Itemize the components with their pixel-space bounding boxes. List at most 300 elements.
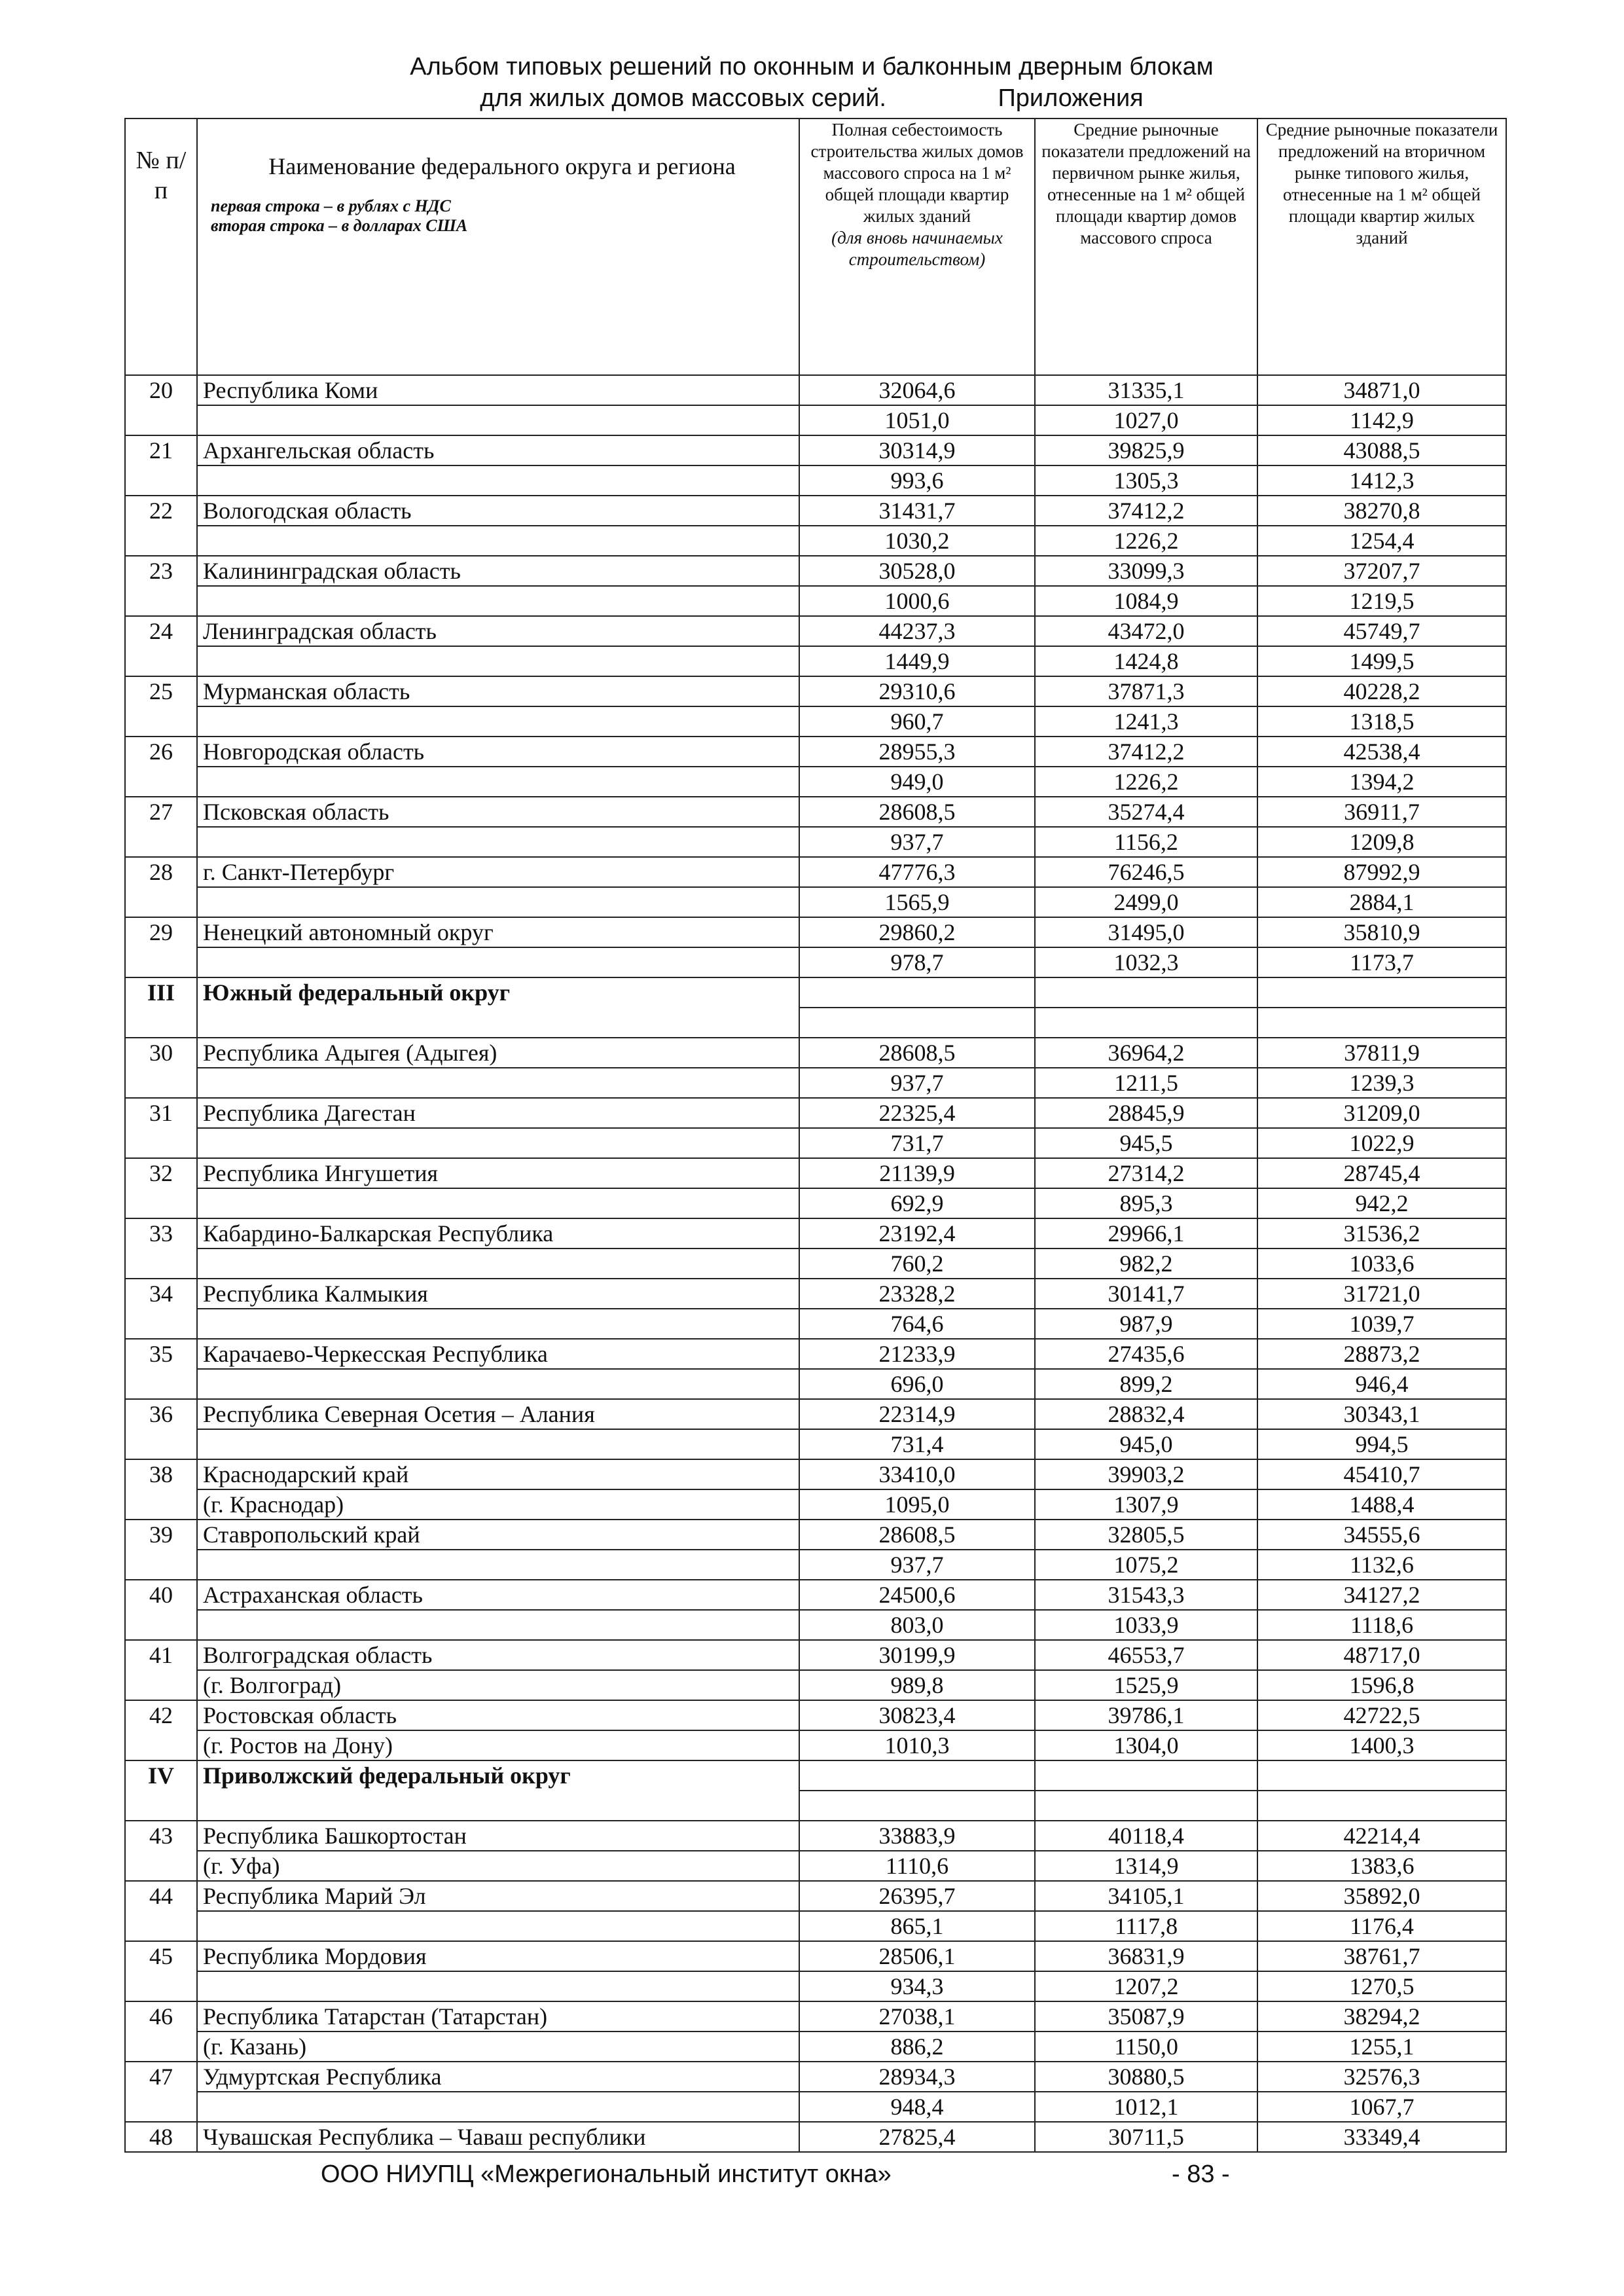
secondary-market-usd: 946,4 [1257, 1369, 1506, 1399]
table-row [125, 1158, 1506, 1188]
secondary-market-usd: 1383,6 [1257, 1851, 1506, 1881]
region-name: Республика Коми [197, 375, 799, 405]
secondary-market-usd: 1067,7 [1257, 2092, 1506, 2122]
cost-rub: 27825,4 [799, 2122, 1035, 2152]
table-row [125, 556, 1506, 586]
region-name-sub [197, 1068, 799, 1098]
primary-market-rub: 34105,1 [1035, 1881, 1257, 1911]
cost-usd: 764,6 [799, 1309, 1035, 1339]
primary-market-usd: 895,3 [1035, 1188, 1257, 1218]
cost-usd: 1565,9 [799, 887, 1035, 917]
secondary-market-usd: 1118,6 [1257, 1610, 1506, 1640]
header-col-a-cell [799, 118, 1035, 375]
region-name: Кабардино-Балкарская Республика [197, 1218, 799, 1248]
cost-usd: 1095,0 [799, 1489, 1035, 1520]
table-row [125, 1881, 1506, 1911]
price-table [124, 118, 1507, 2153]
primary-market-usd: 1156,2 [1035, 827, 1257, 857]
cost-usd: 937,7 [799, 1068, 1035, 1098]
secondary-market-rub: 42214,4 [1257, 1821, 1506, 1851]
table-row-usd [125, 526, 1506, 556]
table-row [125, 1520, 1506, 1550]
section-title: Южный федеральный округ [197, 977, 799, 1038]
secondary-market-rub: 45410,7 [1257, 1459, 1506, 1489]
secondary-market-rub: 28745,4 [1257, 1158, 1506, 1188]
secondary-market-usd: 1239,3 [1257, 1068, 1506, 1098]
region-name-sub [197, 526, 799, 556]
row-number: 40 [125, 1580, 197, 1640]
region-name: Новгородская область [197, 737, 799, 767]
primary-market-rub: 30141,7 [1035, 1279, 1257, 1309]
secondary-market-usd: 994,5 [1257, 1429, 1506, 1459]
row-number: 48 [125, 2122, 197, 2152]
primary-market-rub: 28845,9 [1035, 1098, 1257, 1128]
secondary-market-rub: 43088,5 [1257, 435, 1506, 465]
table-row-usd [125, 405, 1506, 435]
row-number: 41 [125, 1640, 197, 1700]
primary-market-rub: 31543,3 [1035, 1580, 1257, 1610]
primary-market-rub: 36964,2 [1035, 1038, 1257, 1068]
secondary-market-rub: 42538,4 [1257, 737, 1506, 767]
primary-market-rub: 43472,0 [1035, 616, 1257, 646]
region-name: Ненецкий автономный округ [197, 917, 799, 947]
cost-usd: 731,4 [799, 1429, 1035, 1459]
cost-rub: 28608,5 [799, 1038, 1035, 1068]
primary-market-usd: 1207,2 [1035, 1971, 1257, 2001]
region-name-sub [197, 465, 799, 496]
primary-market-usd: 1211,5 [1035, 1068, 1257, 1098]
table-row-usd [125, 586, 1506, 616]
region-name-sub [197, 1911, 799, 1941]
row-number: 47 [125, 2062, 197, 2122]
section-title: Приволжский федеральный округ [197, 1760, 799, 1821]
cost-rub: 23192,4 [799, 1218, 1035, 1248]
table-row [125, 2062, 1506, 2092]
primary-market-usd: 1032,3 [1035, 947, 1257, 977]
cost-rub: 22314,9 [799, 1399, 1035, 1429]
primary-market-rub: 39825,9 [1035, 435, 1257, 465]
row-number: 29 [125, 917, 197, 977]
table-row-usd [125, 1309, 1506, 1339]
secondary-market-usd: 1173,7 [1257, 947, 1506, 977]
table-row [125, 1580, 1506, 1610]
region-name: Ленинградская область [197, 616, 799, 646]
empty-cell [1035, 977, 1257, 1008]
region-name-sub: (г. Казань) [197, 2032, 799, 2062]
region-name: Ставропольский край [197, 1520, 799, 1550]
secondary-market-rub: 34871,0 [1257, 375, 1506, 405]
secondary-market-rub: 30343,1 [1257, 1399, 1506, 1429]
table-row [125, 1218, 1506, 1248]
table-row [125, 676, 1506, 706]
secondary-market-usd: 1394,2 [1257, 767, 1506, 797]
primary-market-rub: 39903,2 [1035, 1459, 1257, 1489]
table-row-usd [125, 2032, 1506, 2062]
secondary-market-rub: 37207,7 [1257, 556, 1506, 586]
empty-cell [1257, 1791, 1506, 1821]
cost-rub: 28608,5 [799, 1520, 1035, 1550]
region-name: Ростовская область [197, 1700, 799, 1730]
primary-market-usd: 1307,9 [1035, 1489, 1257, 1520]
header-num: № п/п [125, 118, 197, 375]
region-name: Республика Татарстан (Татарстан) [197, 2001, 799, 2032]
row-number: 46 [125, 2001, 197, 2062]
section-number: IV [125, 1760, 197, 1821]
table-row-usd [125, 1730, 1506, 1760]
secondary-market-usd: 942,2 [1257, 1188, 1506, 1218]
cost-rub: 29860,2 [799, 917, 1035, 947]
region-name-sub: (г. Уфа) [197, 1851, 799, 1881]
primary-market-usd: 1226,2 [1035, 526, 1257, 556]
empty-cell [799, 977, 1035, 1008]
page-number: - 83 - [1172, 2160, 1230, 2188]
table-row-usd [125, 1971, 1506, 2001]
table-row [125, 2001, 1506, 2032]
region-name-sub [197, 1429, 799, 1459]
secondary-market-usd: 1488,4 [1257, 1489, 1506, 1520]
header-col-b: Средние рыночные показатели предложений на первичном рынке жилья, отнесенные на 1 м² общей площади квартир домов массового спроса [1035, 118, 1257, 375]
cost-rub: 30528,0 [799, 556, 1035, 586]
table-row-usd [125, 1489, 1506, 1520]
primary-market-rub: 29966,1 [1035, 1218, 1257, 1248]
row-number: 30 [125, 1038, 197, 1098]
primary-market-usd: 945,5 [1035, 1128, 1257, 1158]
table-row [125, 2122, 1506, 2152]
empty-cell [799, 1791, 1035, 1821]
header-title-line1: Альбом типовых решений по оконным и балконным дверным блокам [410, 53, 1214, 81]
table-row [125, 797, 1506, 827]
secondary-market-usd: 2884,1 [1257, 887, 1506, 917]
region-name-sub [197, 887, 799, 917]
cost-rub: 23328,2 [799, 1279, 1035, 1309]
primary-market-rub: 27314,2 [1035, 1158, 1257, 1188]
secondary-market-usd: 1132,6 [1257, 1550, 1506, 1580]
region-name: Архангельская область [197, 435, 799, 465]
primary-market-usd: 945,0 [1035, 1429, 1257, 1459]
primary-market-rub: 27435,6 [1035, 1339, 1257, 1369]
region-name-sub [197, 706, 799, 737]
cost-rub: 21139,9 [799, 1158, 1035, 1188]
table-row [125, 1700, 1506, 1730]
section-number: III [125, 977, 197, 1038]
secondary-market-usd: 1270,5 [1257, 1971, 1506, 2001]
primary-market-rub: 31335,1 [1035, 375, 1257, 405]
primary-market-rub: 32805,5 [1035, 1520, 1257, 1550]
secondary-market-rub: 38270,8 [1257, 496, 1506, 526]
table-row-usd [125, 887, 1506, 917]
region-name: Мурманская область [197, 676, 799, 706]
primary-market-rub: 36831,9 [1035, 1941, 1257, 1971]
table-row-usd [125, 465, 1506, 496]
cost-usd: 1110,6 [799, 1851, 1035, 1881]
empty-cell [1035, 1008, 1257, 1038]
table-row [125, 1098, 1506, 1128]
table-row-usd [125, 827, 1506, 857]
cost-rub: 47776,3 [799, 857, 1035, 887]
primary-market-usd: 1305,3 [1035, 465, 1257, 496]
secondary-market-rub: 35892,0 [1257, 1881, 1506, 1911]
table-row [125, 1640, 1506, 1670]
region-name: Вологодская область [197, 496, 799, 526]
secondary-market-usd: 1209,8 [1257, 827, 1506, 857]
header-appendix: Приложения [998, 84, 1144, 112]
table-row [125, 1941, 1506, 1971]
table-row-usd [125, 1670, 1506, 1700]
header-title-line2-wrap [170, 82, 1453, 114]
region-name-sub [197, 947, 799, 977]
secondary-market-usd: 1022,9 [1257, 1128, 1506, 1158]
table-row-usd [125, 1610, 1506, 1640]
secondary-market-usd: 1142,9 [1257, 405, 1506, 435]
table-row [125, 737, 1506, 767]
table-row-usd [125, 646, 1506, 676]
cost-usd: 949,0 [799, 767, 1035, 797]
table-row-usd [125, 2092, 1506, 2122]
row-number: 44 [125, 1881, 197, 1941]
table-row [125, 857, 1506, 887]
cost-rub: 28506,1 [799, 1941, 1035, 1971]
table-row-usd [125, 1851, 1506, 1881]
secondary-market-usd: 1412,3 [1257, 465, 1506, 496]
cost-rub: 30199,9 [799, 1640, 1035, 1670]
table-row [125, 1821, 1506, 1851]
cost-usd: 937,7 [799, 1550, 1035, 1580]
region-name: Калининградская область [197, 556, 799, 586]
cost-usd: 937,7 [799, 827, 1035, 857]
region-name: Республика Калмыкия [197, 1279, 799, 1309]
region-name: г. Санкт-Петербург [197, 857, 799, 887]
table-row [125, 1399, 1506, 1429]
cost-usd: 760,2 [799, 1248, 1035, 1279]
secondary-market-rub: 48717,0 [1257, 1640, 1506, 1670]
table-row [125, 1459, 1506, 1489]
primary-market-usd: 1117,8 [1035, 1911, 1257, 1941]
primary-market-rub: 33099,3 [1035, 556, 1257, 586]
region-name-sub: (г. Ростов на Дону) [197, 1730, 799, 1760]
table-row [125, 616, 1506, 646]
table-row [125, 496, 1506, 526]
primary-market-usd: 1525,9 [1035, 1670, 1257, 1700]
primary-market-usd: 1314,9 [1035, 1851, 1257, 1881]
region-name-sub [197, 1550, 799, 1580]
section-row [125, 977, 1506, 1008]
region-name: Краснодарский край [197, 1459, 799, 1489]
row-number: 22 [125, 496, 197, 556]
primary-market-usd: 1304,0 [1035, 1730, 1257, 1760]
primary-market-rub: 35087,9 [1035, 2001, 1257, 2032]
cost-rub: 33883,9 [799, 1821, 1035, 1851]
table-row-usd [125, 1128, 1506, 1158]
cost-rub: 29310,6 [799, 676, 1035, 706]
header-col-a: Полная себестоимость строительства жилых домов массового спроса на 1 м² общей площади квартир жилых зданий [810, 120, 1024, 226]
region-name-sub [197, 1971, 799, 2001]
row-number: 45 [125, 1941, 197, 2001]
secondary-market-usd: 1499,5 [1257, 646, 1506, 676]
region-name: Республика Северная Осетия – Алания [197, 1399, 799, 1429]
primary-market-rub: 37871,3 [1035, 676, 1257, 706]
row-number: 24 [125, 616, 197, 676]
header-name-cell [197, 118, 799, 375]
region-name-sub [197, 827, 799, 857]
region-name-sub [197, 767, 799, 797]
cost-rub: 27038,1 [799, 2001, 1035, 2032]
primary-market-usd: 1027,0 [1035, 405, 1257, 435]
primary-market-rub: 76246,5 [1035, 857, 1257, 887]
region-name-sub [197, 1248, 799, 1279]
cost-rub: 28608,5 [799, 797, 1035, 827]
primary-market-usd: 1084,9 [1035, 586, 1257, 616]
empty-cell [1257, 1760, 1506, 1791]
secondary-market-rub: 28873,2 [1257, 1339, 1506, 1369]
primary-market-usd: 1033,9 [1035, 1610, 1257, 1640]
row-number: 35 [125, 1339, 197, 1399]
primary-market-rub: 28832,4 [1035, 1399, 1257, 1429]
row-number: 23 [125, 556, 197, 616]
table-row-usd [125, 767, 1506, 797]
cost-usd: 865,1 [799, 1911, 1035, 1941]
cost-usd: 1051,0 [799, 405, 1035, 435]
secondary-market-rub: 32576,3 [1257, 2062, 1506, 2092]
cost-usd: 731,7 [799, 1128, 1035, 1158]
primary-market-usd: 1241,3 [1035, 706, 1257, 737]
primary-market-rub: 37412,2 [1035, 737, 1257, 767]
region-name-sub [197, 1610, 799, 1640]
region-name-sub [197, 405, 799, 435]
header-title-line2: для жилых домов массовых серий. [480, 84, 886, 112]
header-col-a-note: (для вновь начинаемых строительством) [831, 228, 1003, 269]
secondary-market-rub: 87992,9 [1257, 857, 1506, 887]
primary-market-usd: 2499,0 [1035, 887, 1257, 917]
row-number: 38 [125, 1459, 197, 1520]
header-col-c: Средние рыночные показатели предложений на вторичном рынке типового жилья, отнесенные на 1 м² общей площади квартир жилых зданий [1257, 118, 1506, 375]
region-name: Республика Адыгея (Адыгея) [197, 1038, 799, 1068]
document-header [170, 51, 1453, 114]
primary-market-usd: 899,2 [1035, 1369, 1257, 1399]
row-number: 39 [125, 1520, 197, 1580]
cost-usd: 989,8 [799, 1670, 1035, 1700]
cost-usd: 692,9 [799, 1188, 1035, 1218]
empty-cell [1257, 977, 1506, 1008]
primary-market-rub: 35274,4 [1035, 797, 1257, 827]
secondary-market-rub: 36911,7 [1257, 797, 1506, 827]
table-header [125, 118, 1506, 375]
row-number: 27 [125, 797, 197, 857]
table-row [125, 1339, 1506, 1369]
cost-rub: 33410,0 [799, 1459, 1035, 1489]
row-number: 20 [125, 375, 197, 435]
primary-market-usd: 1424,8 [1035, 646, 1257, 676]
empty-cell [799, 1760, 1035, 1791]
table-row-usd [125, 947, 1506, 977]
secondary-market-usd: 1254,4 [1257, 526, 1506, 556]
primary-market-usd: 1150,0 [1035, 2032, 1257, 2062]
secondary-market-rub: 31209,0 [1257, 1098, 1506, 1128]
cost-rub: 44237,3 [799, 616, 1035, 646]
secondary-market-usd: 1318,5 [1257, 706, 1506, 737]
table-row-usd [125, 1550, 1506, 1580]
table-row [125, 1038, 1506, 1068]
primary-market-usd: 1075,2 [1035, 1550, 1257, 1580]
table-row-usd [125, 706, 1506, 737]
table-row-usd [125, 1369, 1506, 1399]
cost-rub: 24500,6 [799, 1580, 1035, 1610]
cost-rub: 31431,7 [799, 496, 1035, 526]
table-row-usd [125, 1188, 1506, 1218]
cost-usd: 696,0 [799, 1369, 1035, 1399]
table-body [125, 375, 1506, 2152]
cost-usd: 1449,9 [799, 646, 1035, 676]
cost-rub: 22325,4 [799, 1098, 1035, 1128]
primary-market-rub: 46553,7 [1035, 1640, 1257, 1670]
region-name-sub [197, 586, 799, 616]
row-number: 33 [125, 1218, 197, 1279]
footer-org: ООО НИУПЦ «Межрегиональный институт окна» [321, 2160, 892, 2188]
cost-usd: 1010,3 [799, 1730, 1035, 1760]
empty-cell [799, 1008, 1035, 1038]
table-row [125, 435, 1506, 465]
primary-market-usd: 1226,2 [1035, 767, 1257, 797]
region-name: Карачаево-Черкесская Республика [197, 1339, 799, 1369]
cost-usd: 1000,6 [799, 586, 1035, 616]
cost-usd: 934,3 [799, 1971, 1035, 2001]
row-number: 25 [125, 676, 197, 737]
empty-cell [1257, 1008, 1506, 1038]
secondary-market-usd: 1039,7 [1257, 1309, 1506, 1339]
secondary-market-usd: 1255,1 [1257, 2032, 1506, 2062]
secondary-market-usd: 1400,3 [1257, 1730, 1506, 1760]
cost-usd: 803,0 [799, 1610, 1035, 1640]
region-name: Республика Дагестан [197, 1098, 799, 1128]
cost-usd: 960,7 [799, 706, 1035, 737]
row-number: 42 [125, 1700, 197, 1760]
cost-rub: 28955,3 [799, 737, 1035, 767]
region-name: Республика Марий Эл [197, 1881, 799, 1911]
region-name: Чувашская Республика – Чаваш республики [197, 2122, 799, 2152]
section-row [125, 1760, 1506, 1791]
row-number: 31 [125, 1098, 197, 1158]
region-name-sub [197, 1188, 799, 1218]
secondary-market-usd: 1596,8 [1257, 1670, 1506, 1700]
region-name-sub [197, 1369, 799, 1399]
region-name: Республика Ингушетия [197, 1158, 799, 1188]
empty-cell [1035, 1760, 1257, 1791]
table-row-usd [125, 1248, 1506, 1279]
region-name: Волгоградская область [197, 1640, 799, 1670]
cost-rub: 30823,4 [799, 1700, 1035, 1730]
primary-market-rub: 37412,2 [1035, 496, 1257, 526]
secondary-market-usd: 1033,6 [1257, 1248, 1506, 1279]
cost-usd: 948,4 [799, 2092, 1035, 2122]
row-number: 32 [125, 1158, 197, 1218]
secondary-market-rub: 38761,7 [1257, 1941, 1506, 1971]
cost-rub: 28934,3 [799, 2062, 1035, 2092]
header-note-first-row: первая строка – в рублях с НДС [211, 196, 451, 215]
header-name: Наименование федерального округа и региона [268, 153, 736, 179]
cost-usd: 993,6 [799, 465, 1035, 496]
table-row [125, 375, 1506, 405]
region-name: Псковская область [197, 797, 799, 827]
region-name-sub [197, 2092, 799, 2122]
secondary-market-usd: 1176,4 [1257, 1911, 1506, 1941]
secondary-market-rub: 35810,9 [1257, 917, 1506, 947]
secondary-market-rub: 34555,6 [1257, 1520, 1506, 1550]
primary-market-rub: 31495,0 [1035, 917, 1257, 947]
region-name: Удмуртская Республика [197, 2062, 799, 2092]
cost-rub: 30314,9 [799, 435, 1035, 465]
table-row-usd [125, 1429, 1506, 1459]
cost-rub: 21233,9 [799, 1339, 1035, 1369]
empty-cell [1035, 1791, 1257, 1821]
